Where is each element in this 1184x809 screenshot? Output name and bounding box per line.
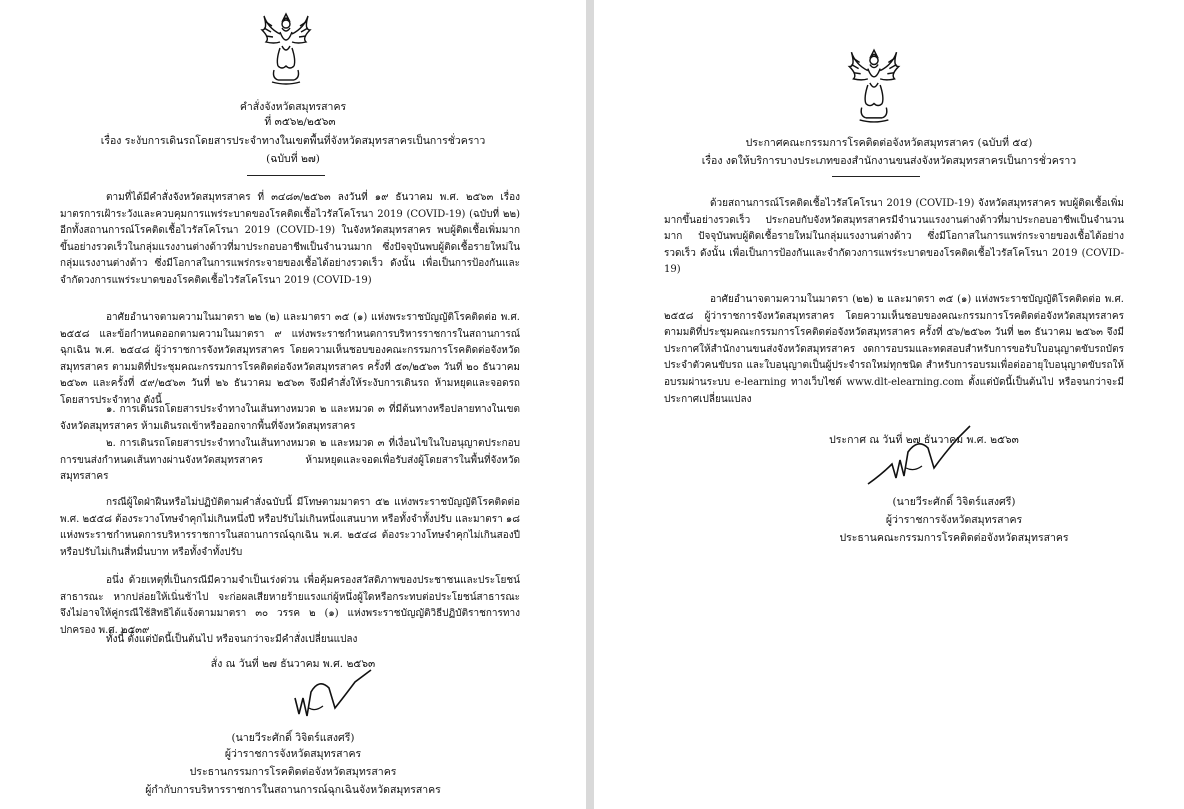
garuda-emblem-icon [845,44,903,124]
signer-title-governor: ผู้ว่าราชการจังหวัดสมุทรสาคร [224,748,362,760]
order-paragraph-effective: ทั้งนี้ ตั้งแต่บัดนี้เป็นต้นไป หรือจนกว่าจะมีคำสั่งเปลี่ยนแปลง [106,634,358,645]
order-title: คำสั่งจังหวัดสมุทรสาคร [239,101,347,113]
order-item-2: ๒. การเดินรถโดยสารประจำทางในเส้นทางหมวด ๒ และหมวด ๓ ที่เงื่อนไขในใบอนุญาตประกอบการขนส่งกำหนดเส้นทางผ่านจังหวัดสมุทรสาคร ห้ามหยุดและจอดเพื่อรับส่งผู้โดยสารในพื้นที่จังหวัดสมุทรสาคร [60,438,520,483]
order-page [0,0,586,809]
announcement-paragraph-situation: ด้วยสถานการณ์โรคติดเชื้อไวรัสโคโรนา 2019 (COVID-19) จังหวัดสมุทรสาคร พบผู้ติดเชื้อเพิ่มมากขึ้นอย่างรวดเร็ว ประกอบกับจังหวัดสมุทรสาครมีจำนวนแรงงานต่างด้าวที่มาประกอบอาชีพเป็นจำนวนมาก ปัจจุบันพบผู้ติดเชื้อรายใหม่ในกลุ่มแรงงานต่างด้าว ซึ่งมีโอกาสในการแพร่กระจายของเชื้อได้อย่างรวดเร็ว ดังนั้น เพื่อเป็นการป้องกันและจำกัดวงการแพร่ระบาดของโรคติดเชื้อไวรัสโคโรนา 2019 (COVID-19) [664,198,1124,276]
signature-mark [285,668,375,726]
order-subject: เรื่อง ระงับการเดินรถโดยสารประจำทางในเขตพื้นที่จังหวัดสมุทรสาครเป็นการชั่วคราว [100,135,486,147]
announcement-title: ประกาศคณะกรรมการโรคติดต่อจังหวัดสมุทรสาคร (ฉบับที่ ๕๔) [745,137,1033,149]
signer-title-committee-chair: ประธานกรรมการโรคติดต่อจังหวัดสมุทรสาคร [189,766,397,778]
signer-title-committee-chair: ประธานคณะกรรมการโรคติดต่อจังหวัดสมุทรสาคร [839,532,1069,544]
divider-line [247,175,325,176]
announcement-paragraph-authority: อาศัยอำนาจตามความในมาตรา (๒๒) ๒ และมาตรา ๓๕ (๑) แห่งพระราชบัญญัติโรคติดต่อ พ.ศ. ๒๕๕๘ ผู้ว่าราชการจังหวัดสมุทรสาคร โดยความเห็นชอบของคณะกรรมการโรคติดต่อจังหวัดสมุทรสาคร ตามมติที่ประชุมคณะกรรมการโรคติดต่อจังหวัดสมุทรสาคร ครั้งที่ ๕๖/๒๕๖๓ วันที่ ๒๓ ธันวาคม ๒๕๖๓ จึงมีประกาศให้สำนักงานขนส่งจังหวัดสมุทรสาคร งดการอบรมและทดสอบสำหรับการขอรับใบอนุญาตขับรถบัตรประจำตัวคนขับรถ และใบอนุญาตเป็นผู้ประจำรถใหม่ทุกชนิด สำหรับการอบรมเพื่อต่ออายุใบอนุญาตขับรถให้อบรมผ่านระบบ e-learning ทางเว็บไซต์ www.dlt-elearning.com ตั้งแต่บัดนี้เป็นต้นไป หรือจนกว่าจะมีประกาศเปลี่ยนแปลง [664,294,1124,405]
garuda-emblem-icon [258,8,314,86]
order-paragraph-authority: อาศัยอำนาจตามความในมาตรา ๒๒ (๒) และมาตรา ๓๕ (๑) แห่งพระราชบัญญัติโรคติดต่อ พ.ศ. ๒๕๕๘ และข้อกำหนดออกตามความในมาตรา ๙ แห่งพระราชกำหนดการบริหารราชการในสถานการณ์ฉุกเฉิน พ.ศ. ๒๕๔๘ ผู้ว่าราชการจังหวัดสมุทรสาคร โดยความเห็นชอบของคณะกรรมการโรคติดต่อจังหวัดสมุทรสาคร ตามมติที่ประชุมคณะกรรมการโรคติดต่อจังหวัดสมุทรสาคร ครั้งที่ ๕๓/๒๕๖๓ วันที่ ๒๐ ธันวาคม ๒๕๖๓ และครั้งที่ ๕๙/๒๕๖๓ วันที่ ๒๖ ธันวาคม ๒๕๖๓ จึงมีคำสั่งให้ระงับการเดินรถ ห้ามหยุดและจอดรถโดยสารประจำทาง ดังนี้ [60,312,520,406]
signer-title-emergency: ผู้กำกับการบริหารราชการในสถานการณ์ฉุกเฉินจังหวัดสมุทรสาคร [145,784,441,796]
order-edition: (ฉบับที่ ๒๗) [266,153,320,165]
order-paragraph-preamble: ตามที่ได้มีคำสั่งจังหวัดสมุทรสาคร ที่ ๓๔๘๓/๒๕๖๓ ลงวันที่ ๑๙ ธันวาคม พ.ศ. ๒๕๖๓ เรื่อง มาตรการเฝ้าระวังและควบคุมการแพร่ระบาดของโรคติดเชื้อไวรัสโคโรนา 2019 (COVID-19) (ฉบับที่ ๒๒) อีกทั้งสถานการณ์โรคติดเชื้อไวรัสโคโรนา 2019 (COVID-19) ในจังหวัดสมุทรสาคร พบผู้ติดเชื้อเพิ่มมากขึ้นอย่างรวดเร็วในกลุ่มแรงงานต่างด้าวที่มาประกอบอาชีพเป็นจำนวนมาก ซึ่งปัจจุบันพบผู้ติดเชื้อรายใหม่ในกลุ่มแรงงานต่างด้าว ซึ่งมีโอกาสในการแพร่กระจายของเชื้อได้อย่างรวดเร็ว ดังนั้น เพื่อเป็นการป้องกันและจำกัดวงการแพร่ระบาดของโรคติดเชื้อไวรัสโคโรนา 2019 (COVID-19) [60,192,520,286]
divider-line [832,176,920,177]
order-item-1: ๑. การเดินรถโดยสารประจำทางในเส้นทางหมวด ๒ และหมวด ๓ ที่มีต้นทางหรือปลายทางในเขตจังหวัดสมุทรสาคร ห้ามเดินรถเข้าหรือออกจากพื้นที่จังหวัดสมุทรสาคร [60,404,520,432]
page-separator [586,0,594,809]
order-paragraph-urgency: อนึ่ง ด้วยเหตุที่เป็นกรณีมีความจำเป็นเร่งด่วน เพื่อคุ้มครองสวัสดิภาพของประชาชนและประโยชน์สาธารณะ หากปล่อยให้เนิ่นช้าไป จะก่อผลเสียหายร้ายแรงแก่ผู้หนึ่งผู้ใดหรือกระทบต่อประโยชน์สาธารณะ จึงไม่อาจให้คู่กรณีใช้สิทธิได้แจ้งตามมาตรา ๓๐ วรรค ๒ (๑) แห่งพระราชบัญญัติวิธีปฏิบัติราชการทางปกครอง พ.ศ. ๒๕๓๙ [60,575,520,636]
announcement-subject: เรื่อง งดให้บริการบางประเภทของสำนักงานขนส่งจังหวัดสมุทรสาครเป็นการชั่วคราว [701,155,1077,167]
signer-name: (นายวีระศักดิ์ วิจิตร์แสงศรี) [231,732,355,744]
order-paragraph-penalty: กรณีผู้ใดฝ่าฝืนหรือไม่ปฏิบัติตามคำสั่งฉบับนี้ มีโทษตามมาตรา ๕๒ แห่งพระราชบัญญัติโรคติดต่อ พ.ศ. ๒๕๕๘ ต้องระวางโทษจำคุกไม่เกินหนึ่งปี หรือปรับไม่เกินหนึ่งแสนบาท หรือทั้งจำทั้งปรับ และมาตรา ๑๘ แห่งพระราชกำหนดการบริหารราชการในสถานการณ์ฉุกเฉิน พ.ศ. ๒๕๔๘ ต้องระวางโทษจำคุกไม่เกินสองปี หรือปรับไม่เกินสี่หมื่นบาท หรือทั้งจำทั้งปรับ [60,497,520,558]
order-number: ที่ ๓๕๖๒/๒๕๖๓ [264,116,336,128]
announcement-date: ประกาศ ณ วันที่ ๒๗ ธันวาคม พ.ศ. ๒๕๖๓ [829,434,1019,446]
announcement-page [594,0,1184,809]
signature-mark [862,424,972,490]
signer-name: (นายวีระศักดิ์ วิจิตร์แสงศรี) [892,496,1016,508]
order-date: สั่ง ณ วันที่ ๒๗ ธันวาคม พ.ศ. ๒๕๖๓ [210,658,376,670]
signer-title-governor: ผู้ว่าราชการจังหวัดสมุทรสาคร [885,514,1023,526]
